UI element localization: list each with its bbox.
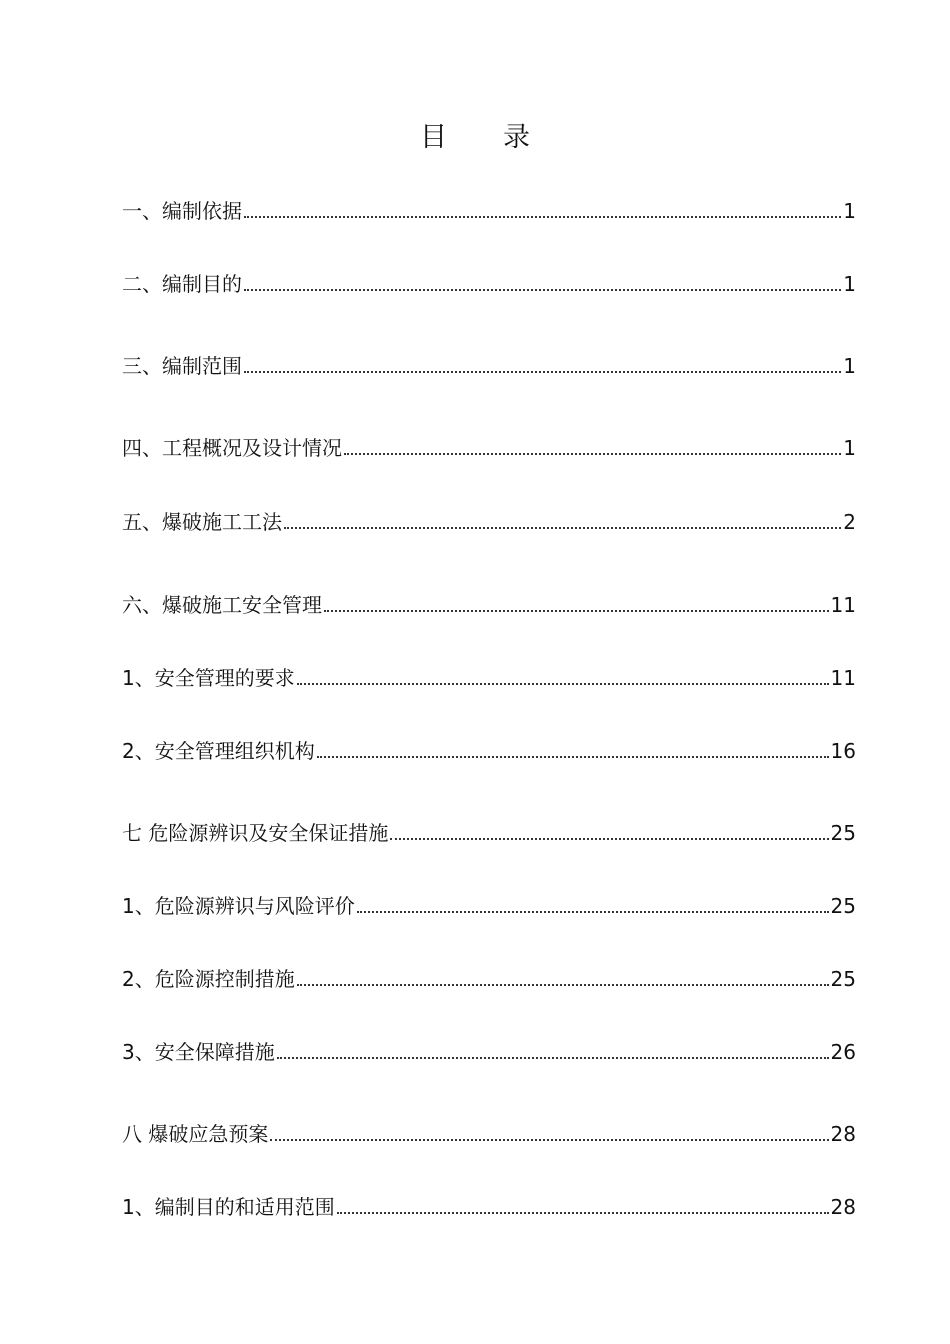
toc-page-number: 11 [830, 593, 856, 617]
title-char-2: 录 [503, 122, 530, 153]
toc-leader [244, 216, 841, 218]
toc-entry[interactable] [122, 345, 856, 379]
toc-page-number: 1 [843, 436, 856, 460]
toc-entry[interactable] [122, 584, 856, 618]
toc-entry-text: 三、编制范围 [122, 354, 242, 378]
toc-entry-text: 1、安全管理的要求 [122, 666, 295, 690]
toc-page-number: 28 [830, 1195, 856, 1219]
toc-leader [277, 1057, 829, 1059]
toc-entry-text: 五、爆破施工工法 [122, 510, 282, 534]
toc-entry-text: 1、编制目的和适用范围 [122, 1195, 335, 1219]
toc-page-number: 11 [830, 666, 856, 690]
toc-entry-text: 3、安全保障措施 [122, 1040, 275, 1064]
title-char-1: 目 [420, 122, 447, 153]
toc-leader [344, 453, 841, 455]
toc-leader [297, 683, 829, 685]
toc-page-number: 1 [843, 272, 856, 296]
toc-leader [390, 838, 828, 840]
toc-leader [337, 1212, 829, 1214]
toc-leader [244, 371, 841, 373]
toc-entry[interactable] [122, 657, 856, 691]
toc-leader [317, 756, 829, 758]
toc-entry[interactable] [122, 427, 856, 461]
toc-entry[interactable] [122, 501, 856, 535]
toc-entry[interactable] [122, 958, 856, 992]
toc-page-number: 25 [830, 821, 856, 845]
toc-entry[interactable] [122, 1113, 856, 1147]
toc-page-number: 25 [830, 967, 856, 991]
toc-leader [270, 1139, 828, 1141]
toc-entry[interactable] [122, 812, 856, 846]
toc-leader [357, 911, 829, 913]
toc-leader [284, 527, 841, 529]
toc-entry-text: 四、工程概况及设计情况 [122, 436, 342, 460]
toc-entry-text: 2、危险源控制措施 [122, 967, 295, 991]
toc-page-number: 16 [830, 739, 856, 763]
toc-leader [324, 610, 829, 612]
toc-entry-text: 一、编制依据 [122, 199, 242, 223]
toc-leader [244, 289, 841, 291]
toc-entry-text: 二、编制目的 [122, 272, 242, 296]
toc-page-number: 2 [843, 510, 856, 534]
toc-entry[interactable] [122, 263, 856, 297]
toc-entry[interactable] [122, 1186, 856, 1220]
toc-page-number: 28 [830, 1122, 856, 1146]
toc-entry-text: 2、安全管理组织机构 [122, 739, 315, 763]
toc-page-number: 26 [830, 1040, 856, 1064]
toc-entry[interactable] [122, 730, 856, 764]
toc-entry-text: 六、爆破施工安全管理 [122, 593, 322, 617]
toc-entry[interactable] [122, 885, 856, 919]
toc-leader [297, 984, 829, 986]
toc-entry-text: 七 危险源辨识及安全保证措施 [122, 821, 389, 845]
toc-page-number: 1 [843, 354, 856, 378]
toc-page-number: 25 [830, 894, 856, 918]
toc-entry[interactable] [122, 1031, 856, 1065]
toc-entry[interactable] [122, 190, 856, 224]
toc-page-number: 1 [843, 199, 856, 223]
toc-entry-text: 八 爆破应急预案 [122, 1122, 269, 1146]
toc-entry-text: 1、危险源辨识与风险评价 [122, 894, 355, 918]
